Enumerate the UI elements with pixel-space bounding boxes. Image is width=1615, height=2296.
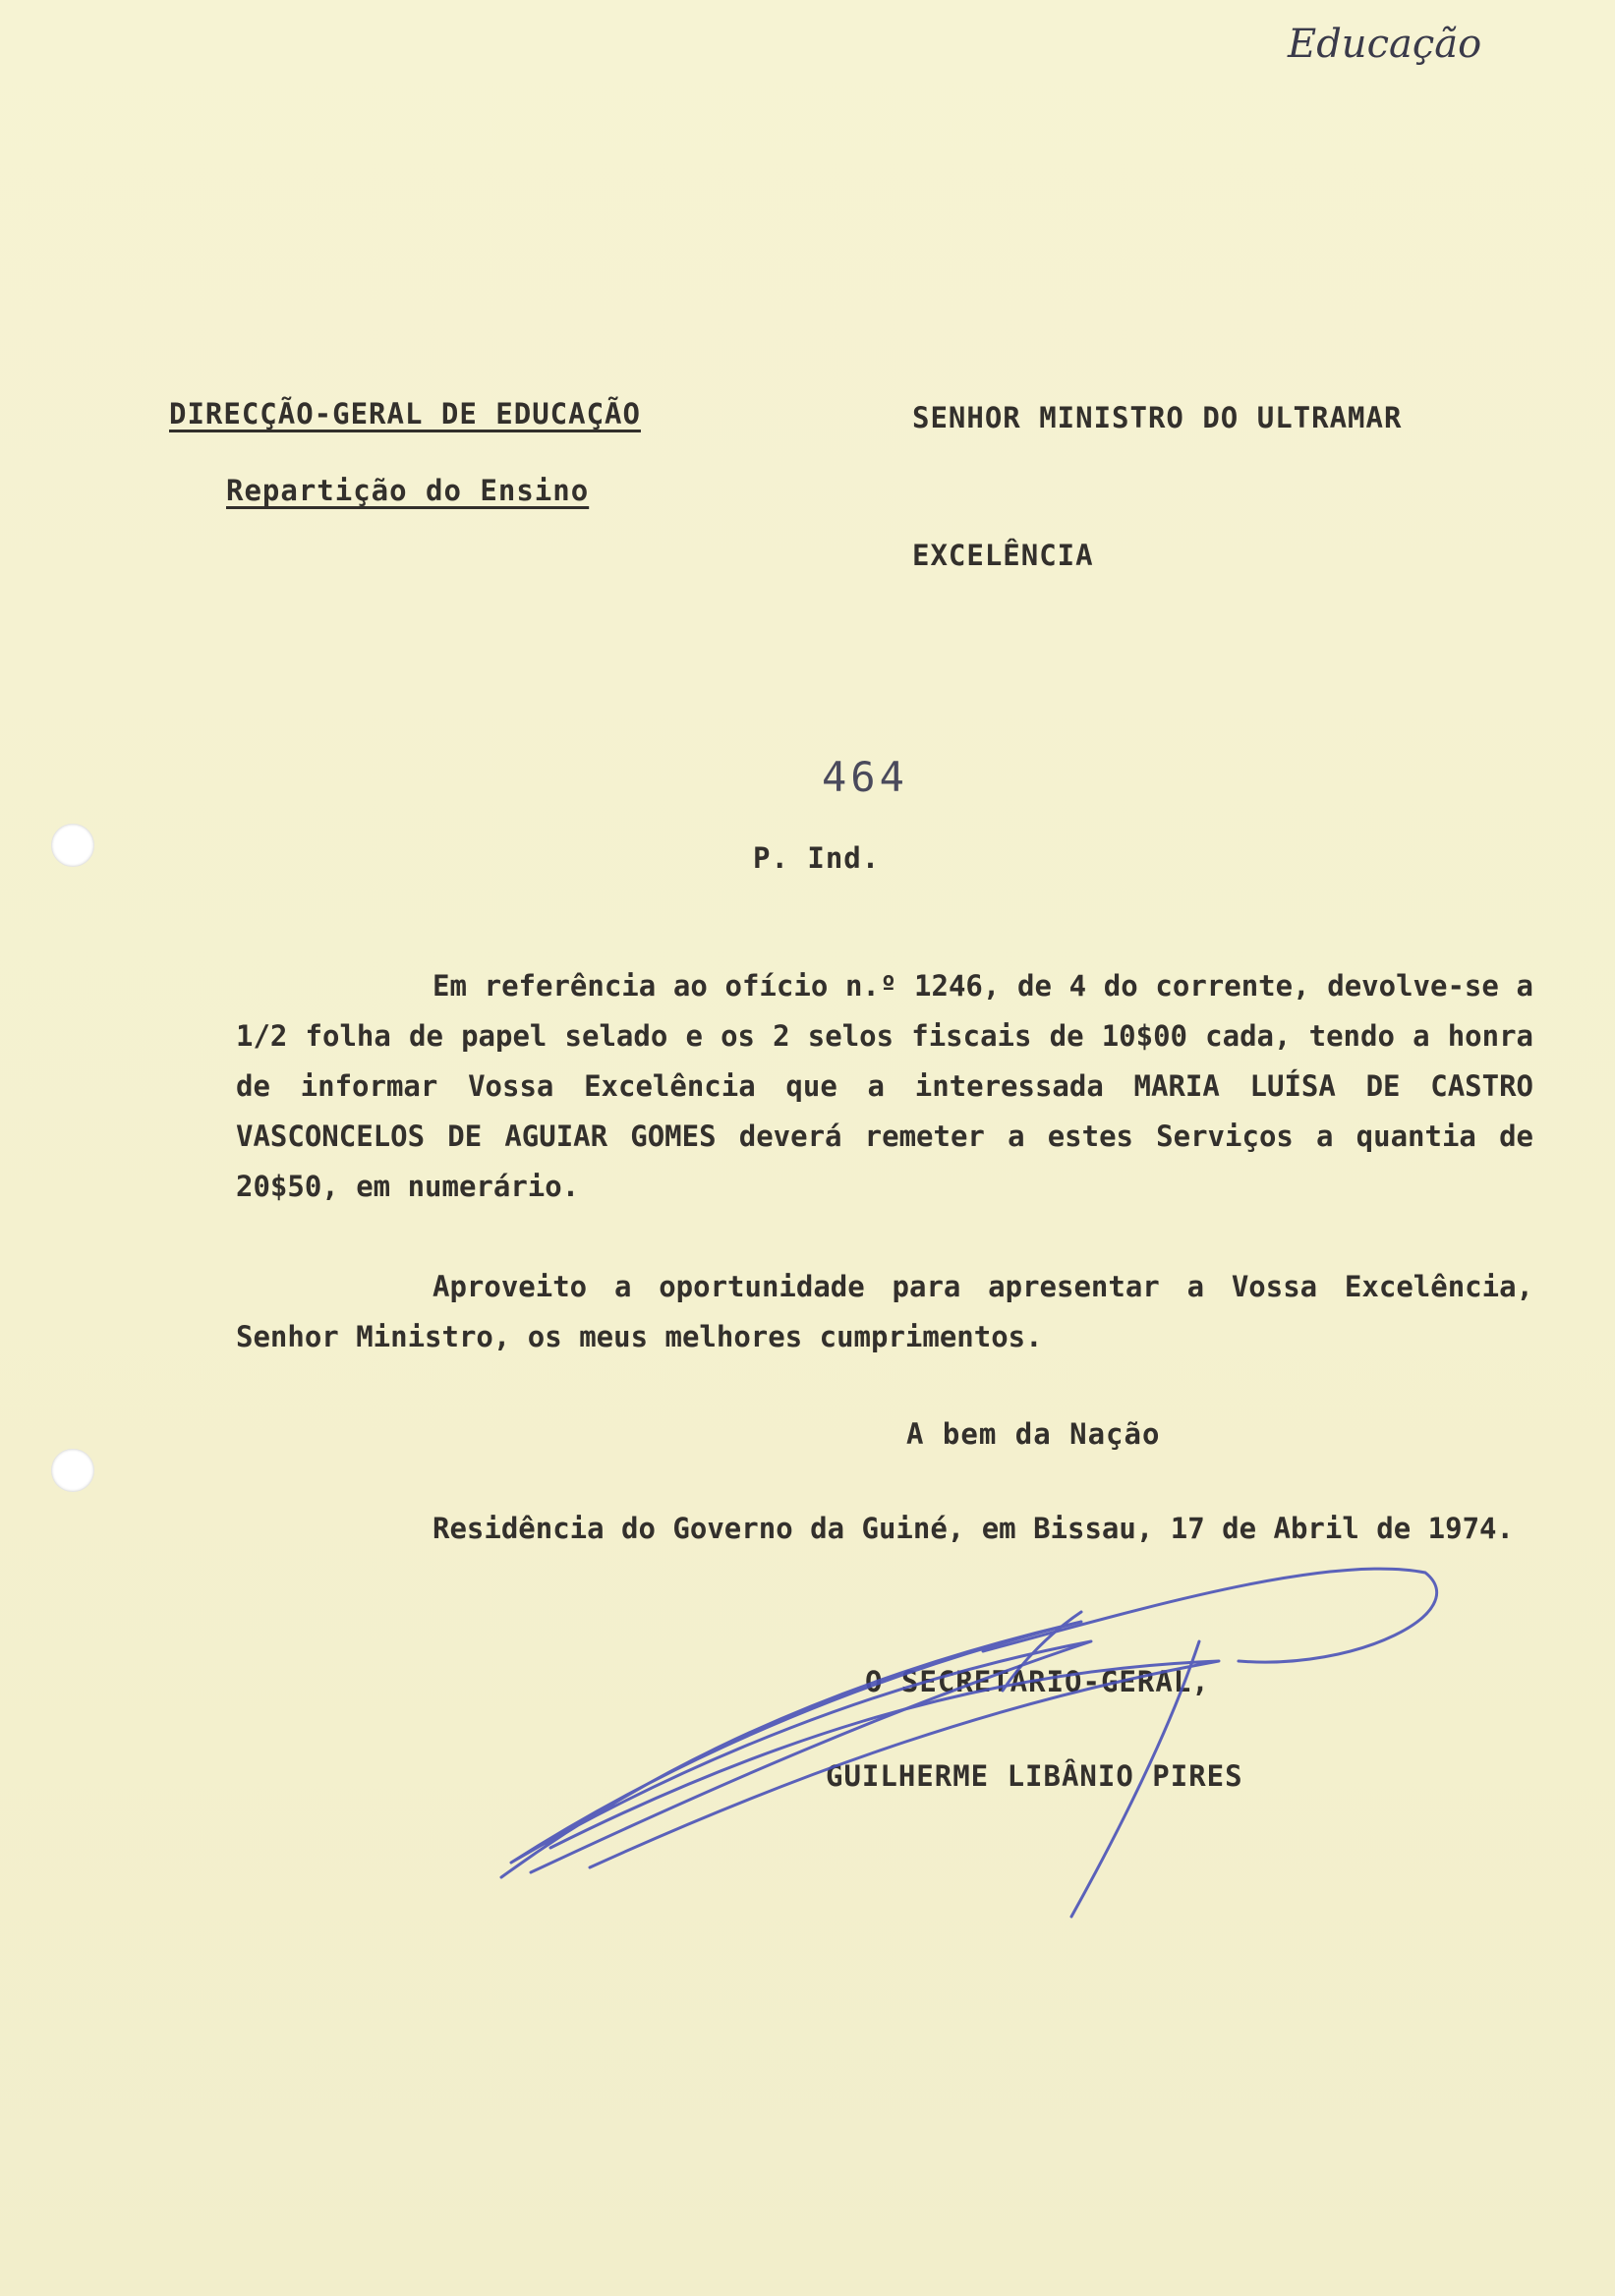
- paragraph-2-text: Aproveito a oportunidade para apresentar a Vossa Excelência, Senhor Ministro, os meus melhores cumprimentos.: [236, 1270, 1533, 1353]
- handwritten-note: Educação: [1288, 22, 1482, 67]
- department-heading: DIRECÇÃO-GERAL DE EDUCAÇÃO: [169, 397, 641, 430]
- reference-code: P. Ind.: [753, 841, 881, 875]
- signatory-name: GUILHERME LIBÂNIO PIRES: [826, 1759, 1243, 1793]
- signatory-title: O SECRETÁRIO-GERAL,: [865, 1665, 1210, 1698]
- body-paragraph-2: [236, 1262, 1533, 1362]
- place-date-text: Residência do Governo da Guiné, em Bissau, 17 de Abril de 1974.: [433, 1512, 1514, 1545]
- punch-hole-bottom: [51, 1449, 94, 1492]
- addressee: SENHOR MINISTRO DO ULTRAMAR: [912, 401, 1403, 434]
- body-paragraph-1: [236, 961, 1533, 1212]
- punch-hole-top: [51, 824, 94, 867]
- closing-phrase: A bem da Nação: [906, 1417, 1161, 1451]
- reference-number: 464: [822, 753, 908, 801]
- salutation: EXCELÊNCIA: [912, 539, 1094, 572]
- place-date: [236, 1504, 1533, 1554]
- section-heading: Repartição do Ensino: [226, 474, 590, 507]
- paragraph-1-text: Em referência ao ofício n.º 1246, de 4 do corrente, devolve-se a 1/2 folha de papel selado e os 2 selos fiscais de 10$00 cada, tendo a honra de informar Vossa Excelência que a interessada MARIA LUÍSA DE CASTRO VASCONCELOS DE AGUIAR GOMES deverá remeter a estes Serviços a quantia de 20$50, em numerário.: [236, 969, 1533, 1203]
